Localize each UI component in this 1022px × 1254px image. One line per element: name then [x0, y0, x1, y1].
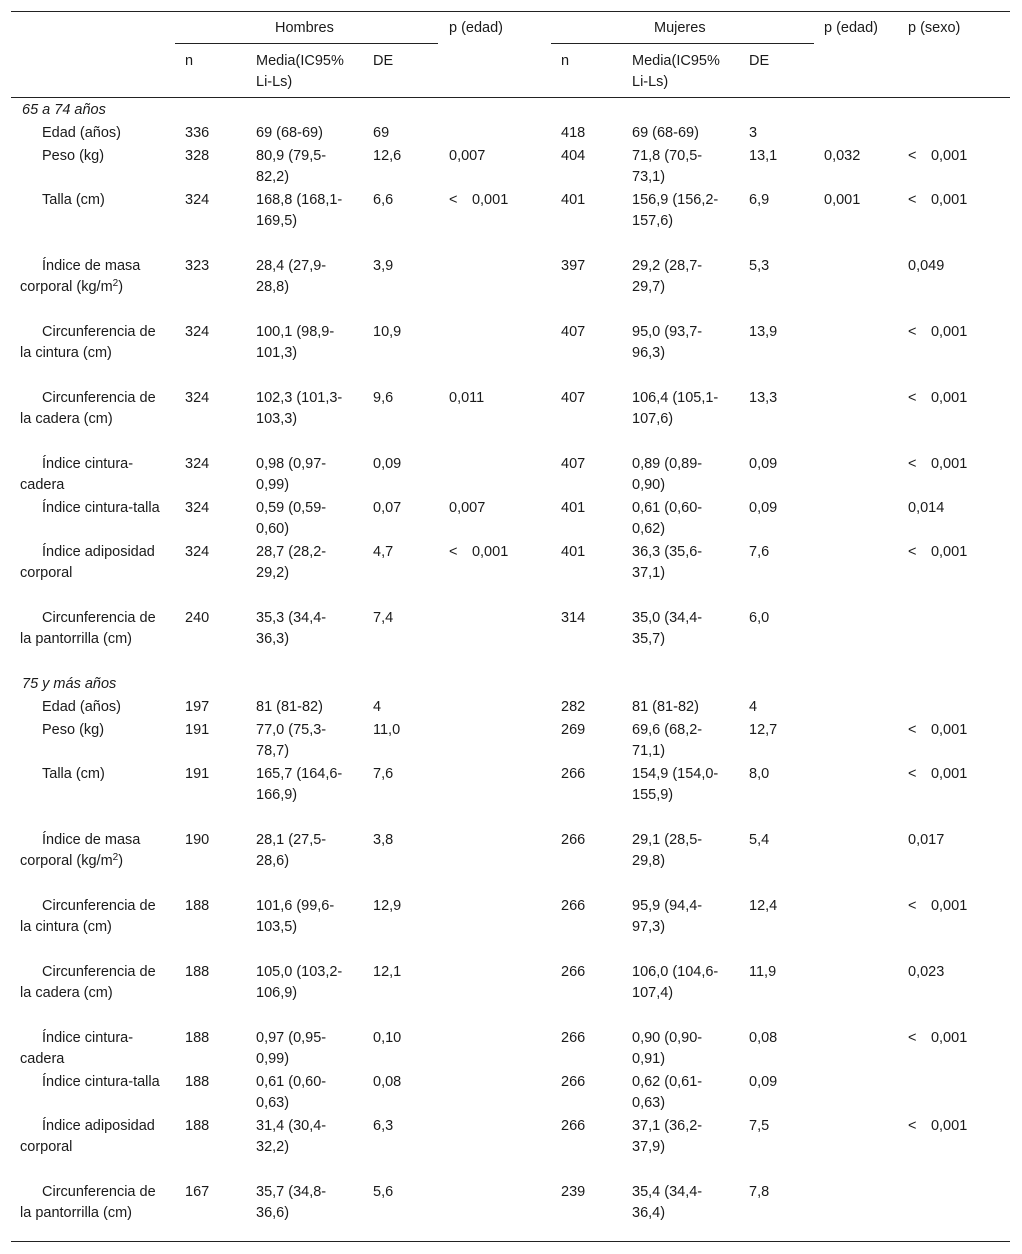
unit-superscript: 2 [112, 852, 119, 864]
hombres-de-cell: 12,6 [373, 147, 402, 164]
header-n-hombres: n [185, 53, 194, 69]
header-de-hombres: DE [373, 53, 394, 69]
row-label [20, 146, 165, 167]
hombres-n-cell: 197 [185, 699, 210, 716]
row-label-text: Peso (kg) [42, 722, 105, 739]
row-label-end: ) [118, 853, 124, 870]
header-bottom-rule [11, 97, 1010, 98]
p-sexo-cell: < 0,001 [908, 192, 968, 209]
mujeres-media-cell: 0,61 (0,60-0,62) [632, 500, 703, 538]
header-hombres: Hombres [275, 20, 334, 36]
hombres-media-cell: 168,8 (168,1-169,5) [256, 192, 343, 230]
row-label-text: Circunferencia de la pantorrilla (cm) [20, 610, 156, 648]
row-label-text: Índice cintura-talla [42, 500, 160, 517]
row-label-text: Índice de masa corporal (kg/m [20, 258, 141, 296]
mujeres-media-cell: 106,0 (104,6-107,4) [632, 964, 719, 1001]
mujeres-group-rule [551, 43, 814, 44]
section-title: 75 y más años [22, 676, 117, 693]
mujeres-de-cell: 5,4 [749, 832, 770, 849]
p-sexo-cell: 0,023 [908, 964, 945, 980]
mujeres-n-cell: 239 [561, 1184, 586, 1201]
mujeres-n-cell: 401 [561, 192, 586, 209]
p-edad-hombres-cell: < 0,001 [449, 544, 509, 561]
row-label [20, 720, 165, 741]
hombres-n-cell: 336 [185, 125, 210, 142]
mujeres-n-cell: 266 [561, 964, 586, 980]
mujeres-media-cell: 69,6 (68,2-71,1) [632, 722, 703, 760]
row-label-text: Índice cintura-talla [42, 1074, 160, 1091]
hombres-media-cell: 0,98 (0,97-0,99) [256, 455, 327, 493]
hombres-de-cell: 0,10 [373, 1029, 402, 1046]
p-sexo-cell: < 0,001 [908, 722, 968, 739]
p-edad-hombres-cell: 0,007 [449, 500, 486, 517]
mujeres-n-cell: 404 [561, 147, 586, 164]
mujeres-de-cell: 12,7 [749, 722, 778, 739]
p-edad-hombres-cell: 0,011 [449, 389, 485, 406]
p-sexo-cell: 0,014 [908, 500, 945, 517]
hombres-media-cell: 35,7 (34,8-36,6) [256, 1184, 327, 1222]
p-edad-mujeres-cell: 0,032 [824, 147, 861, 164]
row-label [20, 1072, 165, 1093]
row-label [20, 123, 165, 144]
mujeres-de-cell: 8,0 [749, 766, 770, 783]
mujeres-n-cell: 266 [561, 766, 586, 783]
hombres-media-cell: 100,1 (98,9-101,3) [256, 324, 335, 361]
mujeres-n-cell: 269 [561, 722, 586, 739]
mujeres-de-cell: 4 [749, 699, 758, 716]
mujeres-de-cell: 0,09 [749, 455, 778, 472]
row-label [20, 322, 165, 364]
row-label [20, 1182, 165, 1224]
hombres-media-cell: 69 (68-69) [256, 125, 323, 142]
mujeres-media-cell: 95,9 (94,4-97,3) [632, 898, 703, 936]
row-label-text: Edad (años) [42, 125, 121, 142]
mujeres-media-cell: 37,1 (36,2-37,9) [632, 1118, 703, 1156]
row-label-text: Índice cintura-cadera [20, 1029, 134, 1067]
row-label [20, 896, 165, 938]
mujeres-de-cell: 0,09 [749, 1074, 778, 1091]
mujeres-n-cell: 407 [561, 324, 586, 340]
hombres-de-cell: 4,7 [373, 544, 394, 561]
hombres-de-cell: 69 [373, 125, 390, 142]
hombres-media-cell: 28,7 (28,2-29,2) [256, 544, 327, 582]
unit-superscript: 2 [112, 278, 119, 290]
mujeres-n-cell: 266 [561, 1118, 586, 1135]
mujeres-n-cell: 397 [561, 258, 586, 275]
mujeres-de-cell: 3 [749, 125, 758, 142]
mujeres-n-cell: 401 [561, 544, 586, 561]
row-label-text: Talla (cm) [42, 192, 105, 209]
mujeres-n-cell: 282 [561, 699, 586, 716]
mujeres-media-cell: 35,4 (34,4-36,4) [632, 1184, 703, 1222]
header-de-mujeres: DE [749, 53, 770, 69]
mujeres-media-cell: 0,90 (0,90-0,91) [632, 1029, 703, 1067]
p-sexo-cell: < 0,001 [908, 544, 968, 561]
mujeres-n-cell: 266 [561, 1074, 586, 1091]
hombres-n-cell: 188 [185, 1118, 210, 1135]
hombres-media-cell: 105,0 (103,2-106,9) [256, 964, 343, 1001]
hombres-de-cell: 9,6 [373, 389, 394, 406]
mujeres-de-cell: 7,5 [749, 1118, 770, 1135]
hombres-de-cell: 4 [373, 699, 382, 716]
row-label-text: Índice cintura-cadera [20, 455, 134, 493]
mujeres-n-cell: 266 [561, 1029, 586, 1046]
hombres-media-cell: 31,4 (30,4-32,2) [256, 1118, 327, 1156]
mujeres-de-cell: 13,1 [749, 147, 778, 164]
row-label-text: Peso (kg) [42, 147, 105, 164]
mujeres-media-cell: 29,2 (28,7-29,7) [632, 258, 703, 296]
hombres-de-cell: 6,3 [373, 1118, 394, 1135]
mujeres-media-cell: 106,4 (105,1-107,6) [632, 389, 719, 427]
mujeres-media-cell: 156,9 (156,2-157,6) [632, 192, 719, 230]
mujeres-de-cell: 6,0 [749, 610, 770, 627]
mujeres-n-cell: 266 [561, 898, 586, 915]
hombres-de-cell: 0,08 [373, 1074, 402, 1091]
hombres-n-cell: 191 [185, 722, 210, 739]
mujeres-media-cell: 0,89 (0,89-0,90) [632, 455, 703, 493]
hombres-de-cell: 3,8 [373, 832, 394, 849]
row-label-text: Circunferencia de la cintura (cm) [20, 324, 156, 361]
p-edad-hombres-cell: 0,007 [449, 147, 486, 164]
mujeres-de-cell: 13,9 [749, 324, 778, 340]
header-n-mujeres: n [561, 53, 570, 69]
hombres-n-cell: 190 [185, 832, 210, 849]
hombres-de-cell: 7,6 [373, 766, 394, 783]
hombres-media-cell: 35,3 (34,4-36,3) [256, 610, 327, 648]
hombres-n-cell: 188 [185, 898, 210, 915]
row-label [20, 190, 165, 211]
hombres-de-cell: 12,9 [373, 898, 402, 915]
mujeres-de-cell: 11,9 [749, 964, 777, 980]
mujeres-media-cell: 29,1 (28,5-29,8) [632, 832, 703, 870]
hombres-n-cell: 167 [185, 1184, 210, 1201]
row-label-text: Edad (años) [42, 699, 121, 716]
row-label-text: Índice adiposidad corporal [20, 1118, 155, 1156]
p-sexo-cell: < 0,001 [908, 455, 968, 472]
hombres-media-cell: 28,1 (27,5-28,6) [256, 832, 327, 870]
hombres-n-cell: 324 [185, 324, 210, 340]
p-sexo-cell: < 0,001 [908, 1118, 968, 1135]
p-sexo-cell: 0,049 [908, 258, 945, 275]
section-title: 65 a 74 años [22, 102, 106, 118]
mujeres-media-cell: 36,3 (35,6-37,1) [632, 544, 703, 582]
hombres-media-cell: 0,61 (0,60-0,63) [256, 1074, 327, 1112]
mujeres-n-cell: 401 [561, 500, 586, 517]
p-sexo-cell: < 0,001 [908, 1029, 968, 1046]
row-label-text: Índice de masa corporal (kg/m [20, 832, 141, 870]
mujeres-n-cell: 314 [561, 610, 586, 627]
hombres-de-cell: 12,1 [373, 964, 402, 980]
hombres-de-cell: 11,0 [373, 722, 401, 739]
p-edad-mujeres-cell: 0,001 [824, 192, 861, 209]
hombres-de-cell: 3,9 [373, 258, 394, 275]
mujeres-de-cell: 0,09 [749, 500, 778, 517]
header-mujeres: Mujeres [654, 20, 706, 36]
row-label [20, 830, 165, 872]
hombres-de-cell: 5,6 [373, 1184, 394, 1201]
hombres-n-cell: 324 [185, 544, 210, 561]
row-label [20, 697, 165, 718]
mujeres-n-cell: 266 [561, 832, 586, 849]
hombres-media-cell: 80,9 (79,5-82,2) [256, 147, 327, 185]
hombres-n-cell: 191 [185, 766, 210, 783]
header-media-mujeres: Media(IC95% Li-Ls) [632, 53, 720, 90]
mujeres-de-cell: 12,4 [749, 898, 778, 915]
row-label [20, 764, 165, 785]
hombres-de-cell: 0,09 [373, 455, 402, 472]
hombres-n-cell: 324 [185, 500, 210, 517]
hombres-de-cell: 10,9 [373, 324, 402, 340]
hombres-media-cell: 0,97 (0,95-0,99) [256, 1029, 327, 1067]
mujeres-media-cell: 71,8 (70,5-73,1) [632, 147, 703, 185]
p-sexo-cell: < 0,001 [908, 766, 968, 783]
hombres-media-cell: 101,6 (99,6-103,5) [256, 898, 335, 936]
row-label [20, 962, 165, 1004]
header-p-edad-mujeres: p (edad) [824, 20, 879, 36]
hombres-media-cell: 165,7 (164,6-166,9) [256, 766, 343, 804]
mujeres-media-cell: 0,62 (0,61-0,63) [632, 1074, 703, 1112]
hombres-media-cell: 81 (81-82) [256, 699, 323, 716]
hombres-n-cell: 240 [185, 610, 210, 627]
p-sexo-cell: 0,017 [908, 832, 945, 849]
mujeres-media-cell: 35,0 (34,4-35,7) [632, 610, 703, 648]
hombres-n-cell: 188 [185, 1029, 210, 1046]
row-label-text: Circunferencia de la cadera (cm) [20, 389, 156, 427]
row-label [20, 454, 165, 496]
row-label [20, 542, 165, 584]
row-label [20, 1116, 165, 1158]
row-label [20, 1028, 165, 1070]
hombres-n-cell: 324 [185, 192, 210, 209]
mujeres-n-cell: 418 [561, 125, 586, 142]
row-label [20, 608, 165, 650]
mujeres-media-cell: 81 (81-82) [632, 699, 699, 716]
row-label-end: ) [118, 279, 124, 296]
mujeres-media-cell: 154,9 (154,0-155,9) [632, 766, 719, 804]
mujeres-n-cell: 407 [561, 389, 586, 406]
mujeres-de-cell: 7,6 [749, 544, 770, 561]
hombres-n-cell: 328 [185, 147, 210, 164]
row-label [20, 388, 165, 430]
hombres-de-cell: 6,6 [373, 192, 394, 209]
row-label [20, 256, 165, 298]
mujeres-n-cell: 407 [561, 455, 586, 472]
mujeres-media-cell: 69 (68-69) [632, 125, 699, 142]
hombres-media-cell: 0,59 (0,59-0,60) [256, 500, 327, 538]
mujeres-de-cell: 13,3 [749, 389, 778, 406]
mujeres-de-cell: 0,08 [749, 1029, 778, 1046]
hombres-group-rule [175, 43, 438, 44]
mujeres-de-cell: 7,8 [749, 1184, 770, 1201]
hombres-media-cell: 102,3 (101,3-103,3) [256, 389, 343, 427]
hombres-n-cell: 188 [185, 1074, 210, 1091]
p-edad-hombres-cell: < 0,001 [449, 192, 509, 209]
hombres-n-cell: 324 [185, 389, 210, 406]
header-p-sexo: p (sexo) [908, 20, 961, 36]
table-top-rule [11, 11, 1010, 12]
p-sexo-cell: < 0,001 [908, 898, 968, 915]
row-label [20, 498, 165, 519]
hombres-de-cell: 0,07 [373, 500, 402, 517]
header-media-hombres: Media(IC95% Li-Ls) [256, 53, 344, 90]
p-sexo-cell: < 0,001 [908, 324, 968, 340]
p-sexo-cell: < 0,001 [908, 389, 968, 406]
table-bottom-rule [11, 1241, 1010, 1242]
row-label-text: Talla (cm) [42, 766, 105, 783]
mujeres-media-cell: 95,0 (93,7-96,3) [632, 324, 703, 361]
row-label-text: Circunferencia de la pantorrilla (cm) [20, 1184, 156, 1222]
mujeres-de-cell: 5,3 [749, 258, 770, 275]
row-label-text: Circunferencia de la cadera (cm) [20, 964, 156, 1001]
hombres-de-cell: 7,4 [373, 610, 394, 627]
p-sexo-cell: < 0,001 [908, 147, 968, 164]
row-label-text: Circunferencia de la cintura (cm) [20, 898, 156, 936]
hombres-media-cell: 77,0 (75,3-78,7) [256, 722, 327, 760]
hombres-n-cell: 324 [185, 455, 210, 472]
hombres-n-cell: 188 [185, 964, 210, 980]
hombres-media-cell: 28,4 (27,9-28,8) [256, 258, 327, 296]
header-p-edad-hombres: p (edad) [449, 20, 504, 36]
row-label-text: Índice adiposidad corporal [20, 544, 155, 582]
mujeres-de-cell: 6,9 [749, 192, 770, 209]
hombres-n-cell: 323 [185, 258, 210, 275]
